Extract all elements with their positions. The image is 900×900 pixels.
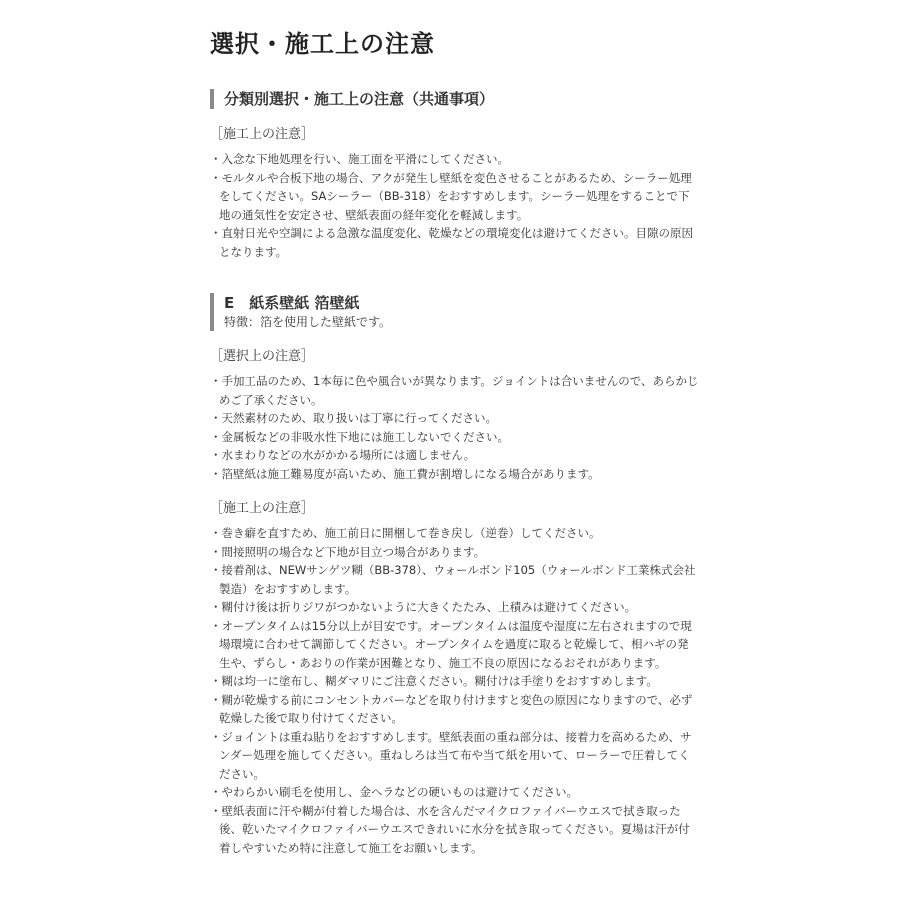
list-item: ・ジョイントは重ね貼りをおすすめします。壁紙表面の重ね部分は、接着力を高めるため、サンダー処理を施してください。重ねしろは当て布や当て紙を用いて、ローラーで圧着してください。 xyxy=(210,729,692,781)
list-item: ・箔壁紙は施工難易度が高いため、施工費が割増しになる場合があります。 xyxy=(210,466,600,481)
section-common-title: 分類別選択・施工上の注意（共通事項） xyxy=(224,90,495,108)
list-item: ・壁紙表面に汗や糊が付着した場合は、水を含んだマイクロファイバーウエスで拭き取った後、乾いたマイクロファイバーウエスできれいに水分を拭き取ってください。夏場は汗が付着しやすいため特に注意して施工をお願いします。 xyxy=(210,803,690,855)
section-e-title: E 紙系壁紙 箔壁紙 xyxy=(224,294,360,312)
list-item: ・糊は均一に塗布し、糊ダマリにご注意ください。糊付けは手塗りをおすすめします。 xyxy=(210,674,658,688)
page-title: 選択・施工上の注意 xyxy=(210,30,435,58)
list-item: ・糊が乾燥する前にコンセントカバーなどを取り付けますと変色の原因になりますので、必ず乾燥した後で取り付けてください。 xyxy=(210,692,693,725)
list-item: ・オープンタイムは15分以上が目安です。オープンタイムは温度や湿度に左右されますので現場環境に合わせて調節してください。オープンタイムを過度に取ると乾燥して、相ハギの発生や、ずらし・あおりの作業が困難となり、施工不良の原因になるおそれがあります。 xyxy=(210,618,692,670)
list-item: ・入念な下地処理を行い、施工面を平滑にしてください。 xyxy=(210,152,509,166)
list-item: ・やわらかい刷毛を使用し、金ヘラなどの硬いものは避けてください。 xyxy=(210,785,578,799)
list-item: ・金属板などの非吸水性下地には施工しないでください。 xyxy=(210,429,509,444)
common-work-list xyxy=(210,150,700,261)
section-e-subtitle: 特徴：箔を使用した壁紙です。 xyxy=(224,315,392,329)
common-work-label: ［施工上の注意］ xyxy=(210,127,315,142)
list-item: ・直射日光や空調による急激な温度変化、乾燥などの環境変化は避けてください。目隙の原因となります。 xyxy=(210,226,693,259)
work-list xyxy=(210,524,700,857)
select-list xyxy=(210,372,700,483)
list-item: ・糊付け後は折りジワがつかないように大きくたたみ、上積みは避けてください。 xyxy=(210,600,637,614)
list-item: ・間接照明の場合など下地が目立つ場合があります。 xyxy=(210,544,486,559)
list-item: ・水まわりなどの水がかかる場所には適しません。 xyxy=(210,448,476,462)
list-item: ・モルタルや合板下地の場合、アクが発生し壁紙を変色させることがあるため、シーラー処理をしてください。SAシーラー（BB-318）をおすすめします。シーラー処理をすることで下地の通気性を安定させ、壁紙表面の経年変化を軽減します。 xyxy=(210,170,692,222)
list-item: ・天然素材のため、取り扱いは丁寧に行ってください。 xyxy=(210,411,498,425)
select-label: ［選択上の注意］ xyxy=(210,349,315,364)
list-item: ・接着剤は、NEWサンゲツ糊（BB-378）、ウォールボンド105（ウォールボンド工業株式会社製造）をおすすめします。 xyxy=(210,563,696,596)
document-page xyxy=(210,24,700,857)
section-e-header xyxy=(210,293,700,331)
work-label: ［施工上の注意］ xyxy=(210,501,315,516)
list-item: ・巻き癖を直すため、施工前日に開梱して巻き戻し（逆巻）してください。 xyxy=(210,526,601,540)
section-common-header xyxy=(210,89,700,109)
list-item: ・手加工品のため、1本毎に色や風合いが異なります。ジョイントは合いませんので、あらかじめご了承ください。 xyxy=(210,374,699,407)
